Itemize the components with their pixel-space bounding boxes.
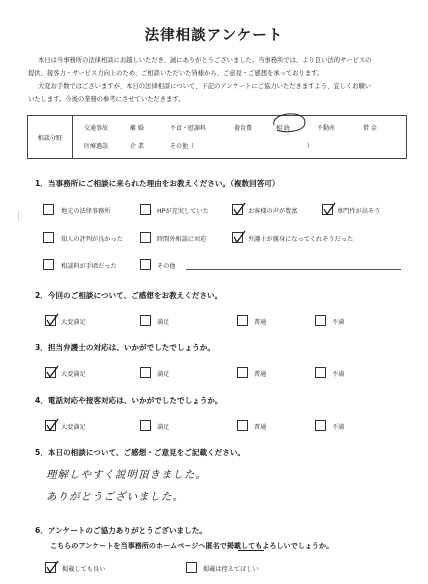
q1-checkbox-hp[interactable] [140,204,151,215]
q1-check-expertise [322,202,336,216]
q4-label-neutral: 普通 [254,424,267,431]
intro-line-2: 提供、接客力・サービス力向上のため、ご相談いただいた皆様から、ご意見・ご感想を承っております。 [28,70,324,77]
inheritance-circle-mark [270,111,308,135]
q2-checkbox-neutral[interactable] [237,315,248,326]
q3-label-very-satisfied: 大変満足 [61,371,86,378]
q1-checkbox-local[interactable] [43,204,54,215]
q3-check-very-satisfied [45,365,59,379]
q3-heading: 3．担当弁護士の対応は、いかがでしたでしょうか。 [35,343,215,352]
category-corporate[interactable]: 企 業 [130,143,144,150]
category-debt[interactable]: 借 金 [363,125,377,132]
q3-checkbox-satisfied[interactable] [140,367,151,378]
intro-line-4: いたします。今後の業務の参考にさせていただきます。 [28,96,185,103]
q6-heading: 6．アンケートのご協力ありがとうございました。 [35,526,207,535]
q4-label-very-satisfied: 大変満足 [61,424,86,431]
intro-line-3: 大変お手数ではございますが、本日の法律相談について、下記のアンケートにご協力いただきますよう、宜しくお願い [38,83,372,90]
q1-checkbox-after-hours[interactable] [140,232,151,243]
q1-checkbox-referral[interactable] [43,232,54,243]
q2-checkbox-dissatisfied[interactable] [315,315,326,326]
q1-label-hp: HPが充実していた [157,208,209,215]
q5-answer-line-1[interactable]: 理解しやすく説明頂きました。 [46,469,207,481]
q3-label-dissatisfied: 不満 [332,371,345,378]
q6-label-decline: 掲載は控えてほしい [203,566,259,573]
q3-label-satisfied: 満足 [157,371,170,378]
scan-edge-mark [18,210,25,222]
q1-check-caring-lawyer [232,230,246,244]
q5-answer-line-2[interactable]: ありがとうございました。 [46,491,184,503]
q2-label-satisfied: 満足 [157,319,170,326]
q2-check-very-satisfied [45,313,59,327]
q1-other-write-line[interactable] [186,269,401,270]
q4-check-very-satisfied [45,418,59,432]
category-traffic[interactable]: 交通事故 [84,125,109,132]
anonymous-underline [238,550,264,551]
category-label: 相談分野 [28,116,73,158]
category-real-estate[interactable]: 不動産 [317,125,336,132]
intro-line-1: 本日は当事務所の法律相談にお越しいただき、誠にありがとうございました。当事務所では、より良い法的サービスの [38,57,372,64]
q3-label-neutral: 普通 [254,371,267,378]
q1-label-other: その他 [157,263,176,270]
q4-checkbox-dissatisfied[interactable] [315,420,326,431]
category-child-support[interactable]: 養育費 [234,125,253,132]
q4-checkbox-neutral[interactable] [237,420,248,431]
q1-checkbox-other[interactable] [140,259,151,270]
q1-label-local: 地元の法律事務所 [61,208,111,215]
q6-check-allow [45,560,59,574]
q2-label-dissatisfied: 不満 [332,319,345,326]
q3-checkbox-dissatisfied[interactable] [315,367,326,378]
q6-subheading: こちらのアンケートを当事務所のホームページへ匿名で掲載してもよろしいでしょうか。 [50,541,334,550]
q4-label-satisfied: 満足 [157,424,170,431]
q3-checkbox-neutral[interactable] [237,367,248,378]
category-other-close: ） [307,143,314,150]
category-medical[interactable]: 医療過誤 [84,143,109,150]
q2-heading: 2．今回のご相談について、ご感想をお教えください。 [35,291,223,300]
q4-heading: 4．電話対応や接客対応は、いかがでしたでしょうか。 [35,396,223,405]
q1-label-fee: 相談料が手頃だった [61,263,117,270]
q6-checkbox-decline[interactable] [186,562,197,573]
q1-label-reviews: お客様の声が豊富 [248,208,298,215]
category-other[interactable]: その他（ [170,143,195,150]
category-divorce[interactable]: 離 婚 [130,125,144,132]
q1-label-caring-lawyer: 弁護士が親身になってくれそうだった [248,236,354,243]
category-table [27,115,407,159]
q1-heading: 1．当事務所にご相談に来られた理由をお教えください。（複数回答可） [35,179,280,188]
q2-checkbox-satisfied[interactable] [140,315,151,326]
q1-label-after-hours: 時間外相談に対応 [157,236,207,243]
category-affair[interactable]: 不貞・慰謝料 [170,125,207,132]
q1-check-reviews [232,202,246,216]
category-inheritance[interactable]: 相 続 [276,125,290,132]
q5-heading: 5．本日の相談について、ご感想・ご意見をご記載ください。 [35,448,246,457]
q4-checkbox-satisfied[interactable] [140,420,151,431]
q6-label-allow: 掲載しても良い [62,566,106,573]
q1-label-referral: 知人の評判が良かった [61,236,123,243]
q4-label-dissatisfied: 不満 [332,424,345,431]
q2-label-very-satisfied: 大変満足 [61,319,86,326]
q1-label-expertise: 専門性が高そう [337,208,381,215]
q1-checkbox-fee[interactable] [43,259,54,270]
q2-label-neutral: 普通 [254,319,267,326]
page-title: 法律相談アンケート [144,28,284,44]
